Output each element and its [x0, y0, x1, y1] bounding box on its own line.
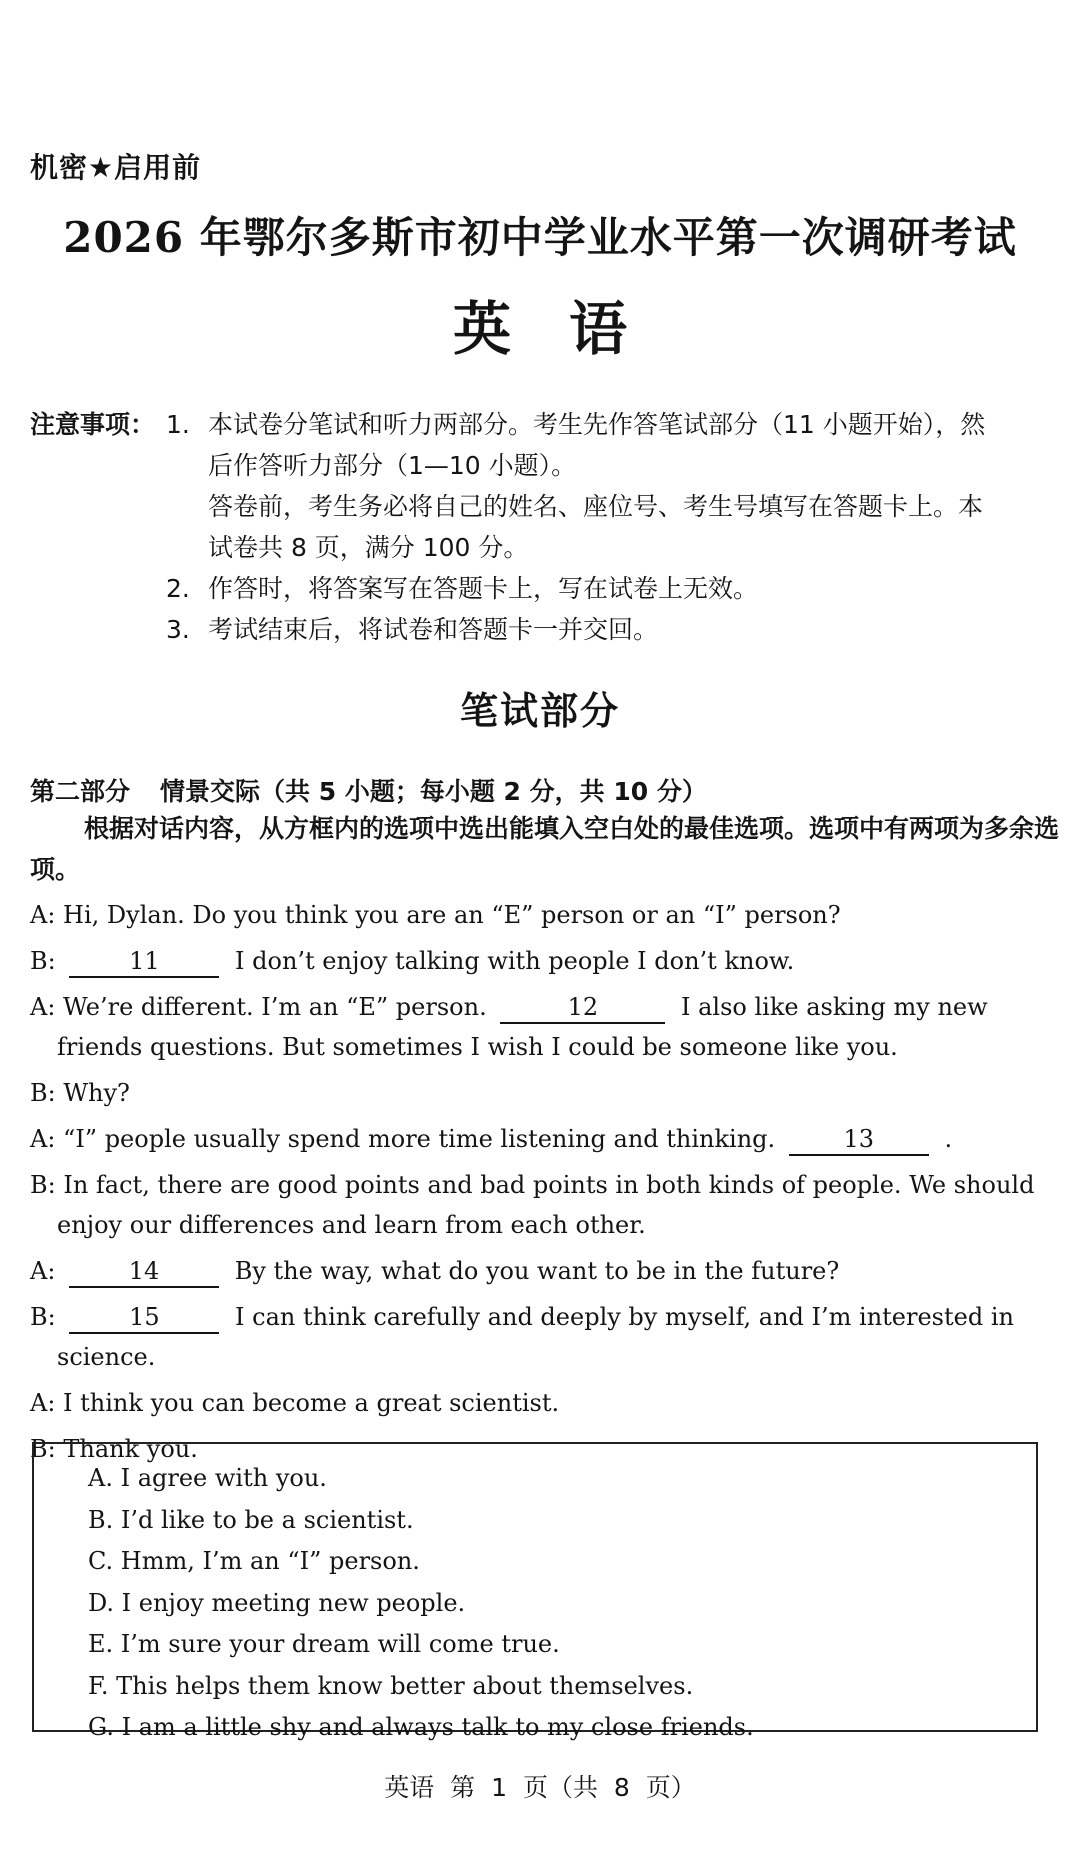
- dialogue-text: A: Hi, Dylan. Do you think you are an “E” person or an “I” person?: [30, 901, 841, 929]
- note-item: [30, 609, 1060, 650]
- dialogue-text: A: We’re different. I’m an “E” person.: [30, 993, 487, 1021]
- dialogue-line: [30, 1297, 1065, 1377]
- dialogue-text: A: I think you can become a great scientist.: [30, 1389, 560, 1417]
- dialogue-text: B: Thank you.: [30, 1435, 198, 1463]
- note-line: 本试卷分笔试和听力两部分。考生先作答笔试部分（11 小题开始），然: [208, 410, 986, 439]
- part-instruction: 根据对话内容，从方框内的选项中选出能填入空白处的最佳选项。选项中有两项为多余选项。: [30, 814, 1060, 884]
- speaker-label: B:: [30, 1303, 56, 1331]
- note-line: 试卷共 8 页，满分 100 分。: [208, 533, 529, 562]
- page-footer: 英语 第 1 页（共 8 页）: [384, 1773, 696, 1802]
- dialogue-text: B: In fact, there are good points and bad points in both kinds of people. We should enjoy our differences and learn from each other.: [30, 1171, 1035, 1239]
- part-heading: [30, 772, 707, 808]
- part-title: 情景交际（共 5 小题；每小题 2 分，共 10 分）: [160, 777, 707, 806]
- subject-title: 英语: [452, 295, 685, 363]
- dialogue-line: [30, 1073, 1065, 1113]
- dialogue-text: By the way, what do you want to be in the future?: [234, 1257, 840, 1285]
- note-number: 2.: [166, 574, 190, 603]
- dialogue-text: I also like asking my new friends questions. But sometimes I wish I could be someone like you.: [57, 993, 988, 1061]
- dialogue-text: A: “I” people usually spend more time listening and thinking.: [30, 1125, 776, 1153]
- notes-label: 注意事项：: [30, 410, 156, 439]
- dialogue-line: [30, 1383, 1065, 1423]
- option-item: B. I’d like to be a scientist.: [88, 1505, 414, 1534]
- note-line: 后作答听力部分（1—10 小题）。: [208, 451, 577, 480]
- note-line: 答卷前，考生务必将自己的姓名、座位号、考生号填写在答题卡上。本: [208, 492, 984, 521]
- speaker-label: A:: [30, 1257, 56, 1285]
- note-line: 作答时，将答案写在答题卡上，写在试卷上无效。: [208, 574, 759, 603]
- confidential-mark: 机密★启用前: [30, 151, 202, 184]
- dialogue-line: [30, 941, 1065, 981]
- answer-blank-15[interactable]: 15: [69, 1302, 219, 1334]
- answer-blank-13[interactable]: 13: [789, 1124, 929, 1156]
- part-name: 第二部分: [30, 777, 131, 806]
- dialogue-line: [30, 1119, 1065, 1159]
- dialogue-line: [30, 1165, 1065, 1245]
- option-item: E. I’m sure your dream will come true.: [88, 1630, 560, 1658]
- dialogue-text: .: [944, 1125, 953, 1153]
- dialogue-text: I don’t enjoy talking with people I don’t know.: [235, 947, 795, 975]
- notes-block: [30, 404, 1060, 650]
- options-box: [32, 1442, 1038, 1741]
- dialogue-line: [30, 895, 1065, 935]
- answer-blank-12[interactable]: 12: [500, 992, 665, 1024]
- option-item: G. I am a little shy and always talk to my close friends.: [88, 1713, 754, 1741]
- dialogue-line: [30, 987, 1065, 1067]
- note-number: 3.: [166, 615, 190, 644]
- option-item: A. I agree with you.: [88, 1464, 327, 1492]
- option-item: F. This helps them know better about themselves.: [88, 1671, 694, 1700]
- exam-title: 2026 年鄂尔多斯市初中学业水平第一次调研考试: [63, 213, 1017, 262]
- note-item: [30, 568, 1060, 609]
- dialogue-text: B: Why?: [30, 1079, 130, 1107]
- note-line: 考试结束后，将试卷和答题卡一并交回。: [208, 615, 659, 644]
- dialogue: [30, 895, 1065, 1475]
- answer-blank-14[interactable]: 14: [69, 1256, 219, 1288]
- dialogue-text: I can think carefully and deeply by myself, and I’m interested in science.: [57, 1303, 1014, 1371]
- note-number: 1.: [166, 410, 190, 439]
- speaker-label: B:: [30, 947, 56, 975]
- answer-blank-11[interactable]: 11: [69, 946, 219, 978]
- option-item: C. Hmm, I’m an “I” person.: [88, 1547, 420, 1575]
- dialogue-line: [30, 1251, 1065, 1291]
- option-item: D. I enjoy meeting new people.: [88, 1588, 466, 1617]
- section-heading: 笔试部分: [459, 689, 620, 733]
- note-item: [30, 404, 1060, 568]
